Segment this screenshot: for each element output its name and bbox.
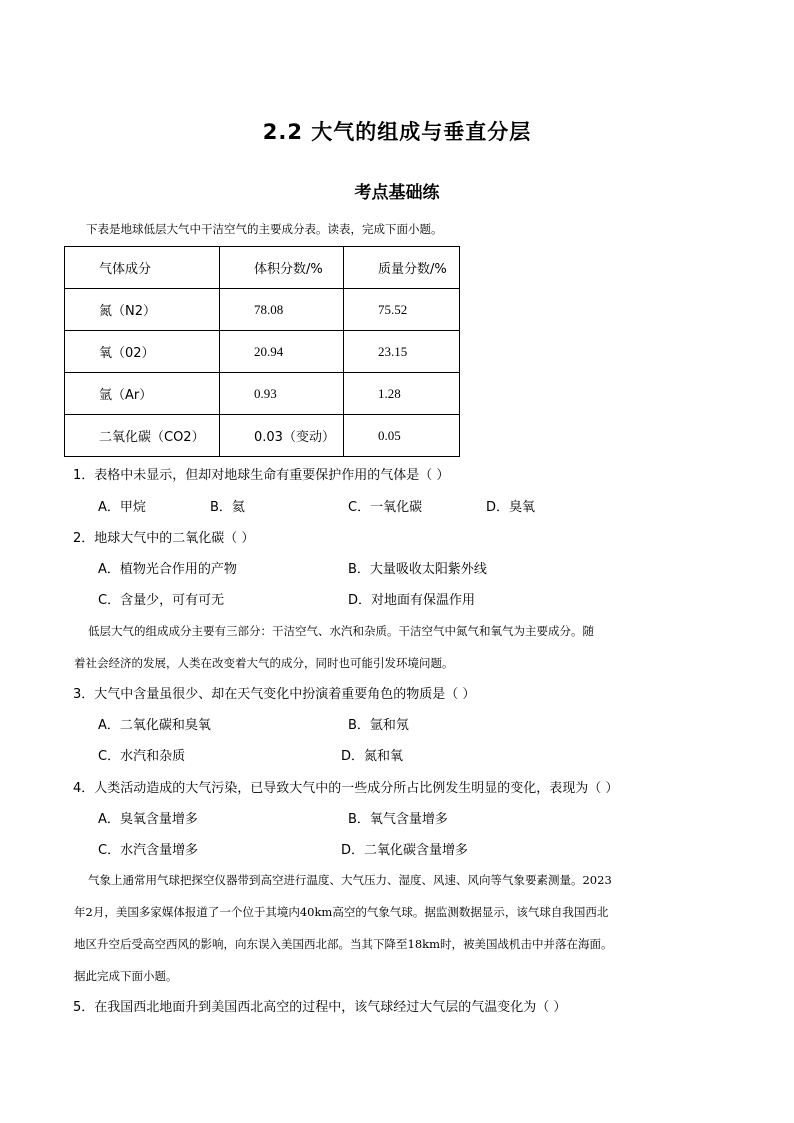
cell-mass: 1.28 xyxy=(344,373,460,415)
question-2-option-c: C．含量少，可有可无 xyxy=(98,593,225,608)
question-2-option-b: B．大量吸收太阳紫外线 xyxy=(348,562,487,577)
table-row xyxy=(65,289,460,331)
question-1-stem: 1．表格中未显示，但却对地球生命有重要保护作用的气体是（ ） xyxy=(73,468,450,483)
table-row xyxy=(65,415,460,457)
passage-2-line: 年2月，美国多家媒体报道了一个位于其境内40km高空的气象气球。据监测数据显示，该气球自我国西北 xyxy=(74,905,609,919)
passage-2 xyxy=(74,864,724,992)
table-intro-text: 下表是地球低层大气中干洁空气的主要成分表。读表，完成下面小题。 xyxy=(86,222,443,236)
question-2-option-a: A．植物光合作用的产物 xyxy=(98,562,237,577)
question-1-option-a: A．甲烷 xyxy=(98,500,146,515)
cell-gas: 二氧化碳（CO2） xyxy=(65,415,220,457)
cell-volume: 78.08 xyxy=(220,289,344,331)
passage-1-line: 低层大气的组成成分主要有三部分：干洁空气、水汽和杂质。干洁空气中氮气和氧气为主要成分。随 xyxy=(88,624,594,638)
question-3-option-d: D．氮和氧 xyxy=(341,749,404,764)
cell-gas: 氮（N2） xyxy=(65,289,220,331)
table-row xyxy=(65,373,460,415)
question-4-option-a: A．臭氧含量增多 xyxy=(98,812,198,827)
cell-gas: 氧（02） xyxy=(65,331,220,373)
table-header-row xyxy=(65,247,460,289)
question-4-option-d: D．二氧化碳含量增多 xyxy=(341,843,469,858)
passage-2-line: 气象上通常用气球把探空仪器带到高空进行温度、大气压力、湿度、风速、风向等气象要素测量。2023 xyxy=(88,873,612,887)
air-composition-table xyxy=(64,246,460,457)
question-1-option-b: B．氦 xyxy=(210,500,245,515)
passage-1-line: 着社会经济的发展，人类在改变着大气的成分，同时也可能引发环境问题。 xyxy=(74,656,454,670)
table-row xyxy=(65,331,460,373)
cell-mass: 0.05 xyxy=(344,415,460,457)
passage-2-line: 据此完成下面小题。 xyxy=(74,969,178,983)
question-3-option-a: A．二氧化碳和臭氧 xyxy=(98,718,211,733)
question-4-option-c: C．水汽含量增多 xyxy=(98,843,199,858)
passage-2-line: 地区升空后受高空西风的影响，向东误入美国西北部。当其下降至18km时，被美国战机击中并落在海面。 xyxy=(74,937,613,951)
question-3-option-c: C．水汽和杂质 xyxy=(98,749,186,764)
question-5-stem: 5．在我国西北地面升到美国西北高空的过程中，该气球经过大气层的气温变化为（ ） xyxy=(73,1000,567,1015)
cell-volume: 0.93 xyxy=(220,373,344,415)
question-1-option-d: D．臭氧 xyxy=(486,500,536,515)
question-2-stem: 2．地球大气中的二氧化碳（ ） xyxy=(73,531,255,546)
cell-volume: 20.94 xyxy=(220,331,344,373)
question-3-option-b: B．氩和氖 xyxy=(348,718,409,733)
page-title: 2.2 大气的组成与垂直分层 xyxy=(262,120,532,144)
cell-mass: 23.15 xyxy=(344,331,460,373)
passage-1 xyxy=(74,615,724,679)
question-4-stem: 4．人类活动造成的大气污染，已导致大气中的一些成分所占比例发生明显的变化，表现为（ ） xyxy=(73,781,619,796)
header-gas: 气体成分 xyxy=(65,247,220,289)
cell-volume: 0.03（变动） xyxy=(220,415,344,457)
question-1-option-c: C．一氧化碳 xyxy=(348,500,423,515)
header-volume: 体积分数/% xyxy=(220,247,344,289)
question-3-stem: 3．大气中含量虽很少、却在天气变化中扮演着重要角色的物质是（ ） xyxy=(73,687,476,702)
cell-mass: 75.52 xyxy=(344,289,460,331)
question-2-option-d: D．对地面有保温作用 xyxy=(348,593,476,608)
section-subtitle: 考点基础练 xyxy=(354,183,440,203)
question-4-option-b: B．氧气含量增多 xyxy=(348,812,448,827)
header-mass: 质量分数/% xyxy=(344,247,460,289)
cell-gas: 氩（Ar） xyxy=(65,373,220,415)
